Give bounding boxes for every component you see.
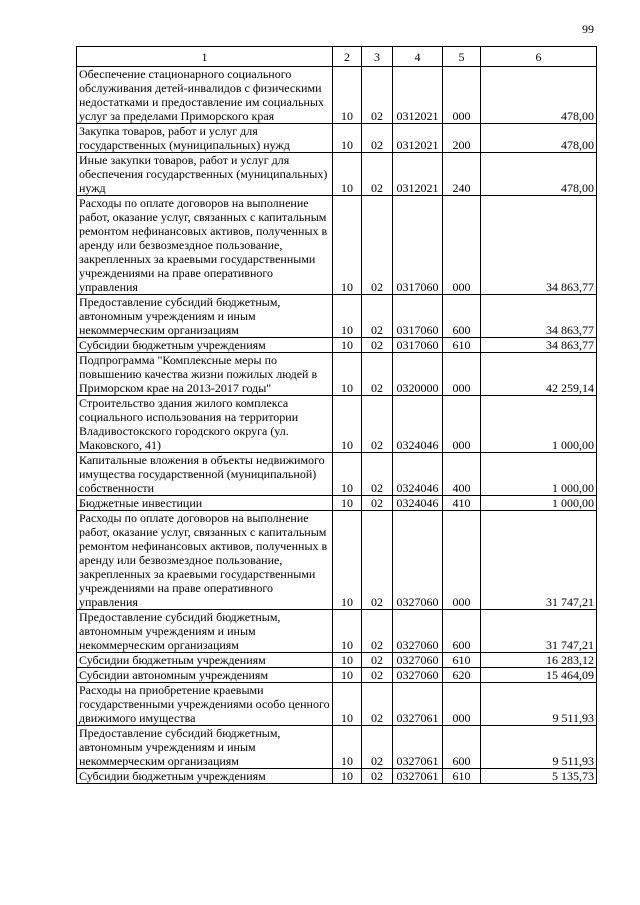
page-number: 99 — [582, 22, 594, 36]
cell-amount: 31 747,21 — [481, 610, 597, 653]
header-col-1: 1 — [77, 47, 333, 67]
cell-target-article: 0327061 — [393, 683, 443, 726]
table-row — [77, 726, 597, 769]
cell-target-article: 0324046 — [393, 396, 443, 453]
cell-target-article: 0320000 — [393, 353, 443, 396]
cell-name: Обеспечение стационарного социального обслуживания детей-инвалидов с физическими недостатками и предоставление им социальных услуг за пределами Приморского края — [77, 67, 333, 124]
table-row — [77, 67, 597, 124]
cell-target-article: 0312021 — [393, 153, 443, 196]
cell-section: 10 — [333, 338, 362, 353]
cell-expense-type: 000 — [443, 196, 481, 295]
cell-name: Подпрограмма "Комплексные меры по повышению качества жизни пожилых людей в Приморском крае на 2013-2017 годы" — [77, 353, 333, 396]
cell-expense-type: 000 — [443, 396, 481, 453]
cell-section: 10 — [333, 196, 362, 295]
cell-name: Иные закупки товаров, работ и услуг для обеспечения государственных (муниципальных) нужд — [77, 153, 333, 196]
cell-expense-type: 610 — [443, 653, 481, 668]
cell-name: Предоставление субсидий бюджетным, автономным учреждениям и иным некоммерческим организациям — [77, 295, 333, 338]
cell-subsection: 02 — [362, 511, 393, 610]
cell-name: Расходы по оплате договоров на выполнение работ, оказание услуг, связанных с капитальным ремонтом нефинансовых активов, полученных в аренду или безвозмездное пользование, закрепленных за краевыми государственными учреждениями на праве оперативного управления — [77, 196, 333, 295]
cell-name: Субсидии бюджетным учреждениям — [77, 769, 333, 784]
table-row — [77, 668, 597, 683]
header-col-2: 2 — [333, 47, 362, 67]
cell-subsection: 02 — [362, 453, 393, 496]
table-row — [77, 453, 597, 496]
header-col-3: 3 — [362, 47, 393, 67]
cell-name: Расходы на приобретение краевыми государственными учреждениями особо ценного движимого имущества — [77, 683, 333, 726]
cell-amount: 15 464,09 — [481, 668, 597, 683]
cell-amount: 42 259,14 — [481, 353, 597, 396]
cell-target-article: 0317060 — [393, 196, 443, 295]
cell-subsection: 02 — [362, 653, 393, 668]
table-row — [77, 338, 597, 353]
cell-amount: 478,00 — [481, 124, 597, 153]
cell-subsection: 02 — [362, 153, 393, 196]
cell-section: 10 — [333, 496, 362, 511]
table-row — [77, 683, 597, 726]
cell-expense-type: 000 — [443, 353, 481, 396]
cell-expense-type: 610 — [443, 338, 481, 353]
header-col-5: 5 — [443, 47, 481, 67]
cell-section: 10 — [333, 726, 362, 769]
cell-subsection: 02 — [362, 353, 393, 396]
cell-section: 10 — [333, 769, 362, 784]
cell-expense-type: 410 — [443, 496, 481, 511]
table-row — [77, 153, 597, 196]
cell-expense-type: 610 — [443, 769, 481, 784]
table-row — [77, 396, 597, 453]
cell-expense-type: 240 — [443, 153, 481, 196]
table-row — [77, 653, 597, 668]
cell-section: 10 — [333, 683, 362, 726]
cell-expense-type: 000 — [443, 67, 481, 124]
cell-name: Расходы по оплате договоров на выполнение работ, оказание услуг, связанных с капитальным ремонтом нефинансовых активов, полученных в аренду или безвозмездное пользование, закрепленных за краевыми государственными учреждениями на праве оперативного управления — [77, 511, 333, 610]
cell-expense-type: 600 — [443, 726, 481, 769]
cell-subsection: 02 — [362, 338, 393, 353]
cell-name: Закупка товаров, работ и услуг для государственных (муниципальных) нужд — [77, 124, 333, 153]
cell-amount: 9 511,93 — [481, 683, 597, 726]
cell-name: Строительство здания жилого комплекса социального использования на территории Владивостокского городского округа (ул. Маковского, 41) — [77, 396, 333, 453]
cell-section: 10 — [333, 396, 362, 453]
cell-amount: 478,00 — [481, 67, 597, 124]
cell-target-article: 0324046 — [393, 496, 443, 511]
cell-target-article: 0324046 — [393, 453, 443, 496]
header-col-4: 4 — [393, 47, 443, 67]
table-row — [77, 353, 597, 396]
cell-subsection: 02 — [362, 726, 393, 769]
cell-target-article: 0317060 — [393, 338, 443, 353]
cell-subsection: 02 — [362, 396, 393, 453]
cell-amount: 1 000,00 — [481, 396, 597, 453]
cell-amount: 1 000,00 — [481, 453, 597, 496]
cell-name: Субсидии бюджетным учреждениям — [77, 338, 333, 353]
cell-section: 10 — [333, 511, 362, 610]
cell-subsection: 02 — [362, 496, 393, 511]
cell-target-article: 0312021 — [393, 124, 443, 153]
cell-amount: 5 135,73 — [481, 769, 597, 784]
cell-name: Бюджетные инвестиции — [77, 496, 333, 511]
cell-amount: 34 863,77 — [481, 338, 597, 353]
cell-target-article: 0327060 — [393, 668, 443, 683]
cell-expense-type: 620 — [443, 668, 481, 683]
cell-amount: 31 747,21 — [481, 511, 597, 610]
cell-name: Предоставление субсидий бюджетным, автономным учреждениям и иным некоммерческим организациям — [77, 610, 333, 653]
table-row — [77, 196, 597, 295]
cell-section: 10 — [333, 453, 362, 496]
cell-expense-type: 600 — [443, 610, 481, 653]
cell-target-article: 0317060 — [393, 295, 443, 338]
cell-subsection: 02 — [362, 196, 393, 295]
cell-subsection: 02 — [362, 683, 393, 726]
cell-subsection: 02 — [362, 295, 393, 338]
cell-section: 10 — [333, 67, 362, 124]
table-row — [77, 496, 597, 511]
table-row — [77, 295, 597, 338]
header-col-6: 6 — [481, 47, 597, 67]
cell-name: Капитальные вложения в объекты недвижимого имущества государственной (муниципальной) собственности — [77, 453, 333, 496]
cell-expense-type: 000 — [443, 511, 481, 610]
cell-name: Субсидии бюджетным учреждениям — [77, 653, 333, 668]
cell-amount: 9 511,93 — [481, 726, 597, 769]
cell-name: Предоставление субсидий бюджетным, автономным учреждениям и иным некоммерческим организациям — [77, 726, 333, 769]
cell-expense-type: 200 — [443, 124, 481, 153]
cell-target-article: 0327060 — [393, 653, 443, 668]
cell-amount: 34 863,77 — [481, 295, 597, 338]
cell-subsection: 02 — [362, 610, 393, 653]
cell-expense-type: 400 — [443, 453, 481, 496]
cell-subsection: 02 — [362, 769, 393, 784]
table-row — [77, 511, 597, 610]
cell-expense-type: 000 — [443, 683, 481, 726]
table-row — [77, 769, 597, 784]
cell-section: 10 — [333, 653, 362, 668]
cell-section: 10 — [333, 153, 362, 196]
cell-amount: 1 000,00 — [481, 496, 597, 511]
cell-section: 10 — [333, 353, 362, 396]
cell-target-article: 0327061 — [393, 769, 443, 784]
cell-amount: 478,00 — [481, 153, 597, 196]
cell-subsection: 02 — [362, 668, 393, 683]
cell-amount: 34 863,77 — [481, 196, 597, 295]
cell-subsection: 02 — [362, 124, 393, 153]
cell-subsection: 02 — [362, 67, 393, 124]
cell-target-article: 0327060 — [393, 610, 443, 653]
table-row — [77, 610, 597, 653]
cell-target-article: 0327060 — [393, 511, 443, 610]
cell-section: 10 — [333, 610, 362, 653]
table-row — [77, 124, 597, 153]
cell-section: 10 — [333, 124, 362, 153]
cell-amount: 16 283,12 — [481, 653, 597, 668]
budget-table — [76, 46, 597, 784]
table-header-row — [77, 47, 597, 67]
cell-target-article: 0312021 — [393, 67, 443, 124]
cell-expense-type: 600 — [443, 295, 481, 338]
cell-target-article: 0327061 — [393, 726, 443, 769]
cell-name: Субсидии автономным учреждениям — [77, 668, 333, 683]
cell-section: 10 — [333, 295, 362, 338]
table-body — [77, 67, 597, 784]
cell-section: 10 — [333, 668, 362, 683]
